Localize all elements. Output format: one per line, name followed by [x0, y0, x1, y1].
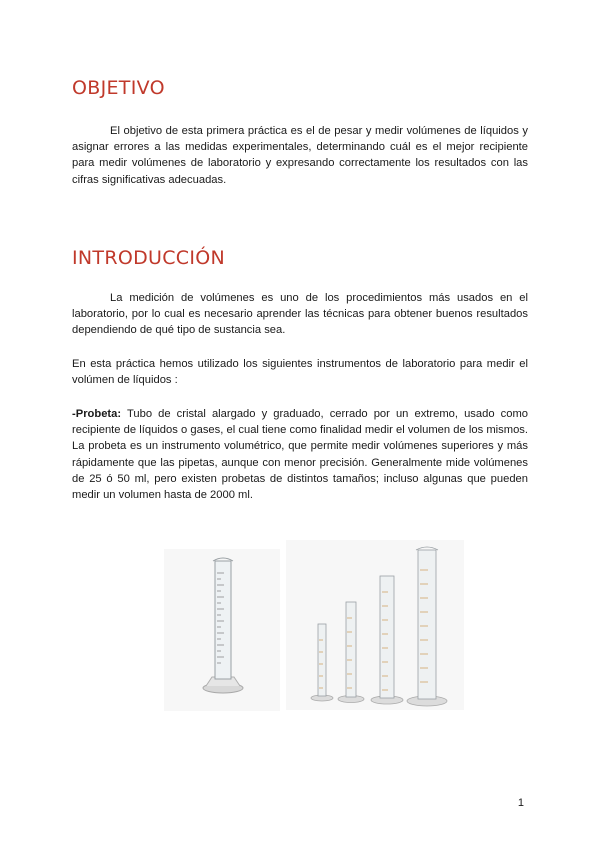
page-number: 1 — [517, 797, 524, 809]
probeta-paragraph — [72, 406, 528, 503]
figure-cylinder-set — [286, 540, 464, 710]
introduccion-paragraph-2: En esta práctica hemos utilizado los siguientes instrumentos de laboratorio para medir el volúmen de líquidos : — [72, 358, 528, 387]
figure-single-cylinder — [164, 549, 280, 711]
objetivo-paragraph: El objetivo de esta primera práctica es el de pesar y medir volúmenes de líquidos y asignar errores a las medidas experimentales, determinando cuál es el mejor recipiente para medir volúmenes de laboratorio y expresando correctamente los resultados con las cifras significativas adecuadas. — [72, 125, 528, 186]
graduated-cylinder-icon — [164, 549, 280, 711]
probeta-label: -Probeta: — [72, 408, 122, 420]
introduccion-paragraph-1: La medición de volúmenes es uno de los procedimientos más usados en el laboratorio, por lo cual es necesario aprender las técnicas para obtener buenos resultados dependiendo de qué tipo de sustancia sea. — [72, 292, 528, 337]
probeta-description: Tubo de cristal alargado y graduado, cerrado por un extremo, usado como recipiente de líquidos o gases, el cual tiene como finalidad medir el volumen de los mismos. La probeta es un instrumento volumétrico, que permite medir volúmenes superiores y más rápidamente que las pipetas, aunque con menor precisión. Generalmente mide volúmenes de 25 ó 50 ml, pero existen probetas de distintos tamaños; incluso algunas que pueden medir un volumen hasta de 2000 ml. — [72, 408, 528, 502]
heading-objetivo: OBJETIVO — [72, 77, 165, 99]
graduated-cylinders-set-icon — [286, 540, 464, 710]
heading-introduccion: INTRODUCCIÓN — [72, 247, 226, 269]
